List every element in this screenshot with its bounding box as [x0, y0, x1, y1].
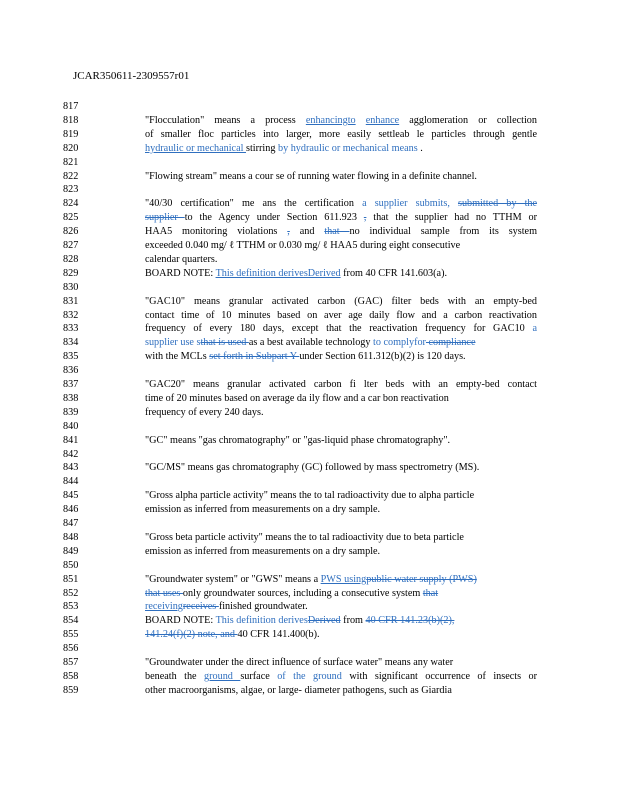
line-text	[145, 407, 537, 419]
deleted-text: that	[324, 226, 350, 238]
line-number: 855	[63, 629, 79, 641]
inserted-text: a supplier submits,	[362, 198, 450, 210]
deleted-text: Derived	[307, 615, 341, 627]
inserted-text: of the ground	[277, 670, 342, 682]
line-text	[145, 657, 537, 669]
text-run: "GAC20" means granular activated carbon fi lter beds with an empty-bed contact	[145, 379, 537, 390]
line-text	[145, 546, 537, 558]
line-text	[145, 268, 537, 280]
line-text	[145, 671, 537, 683]
inserted-text: a	[532, 323, 537, 335]
deleted-text: ,	[287, 226, 290, 238]
deleted-text: public water supply (PWS)	[366, 573, 477, 585]
line-number: 831	[63, 295, 79, 307]
inserted-text: by hydraulic or mechanical means	[277, 142, 418, 154]
line-text	[145, 588, 537, 600]
text-run: emission as inferred from measurements on a dry sample.	[145, 504, 381, 516]
line-number: 829	[63, 267, 79, 279]
line-text	[145, 490, 537, 502]
line-number: 859	[63, 684, 79, 696]
deleted-text: that	[422, 587, 439, 599]
line-number: 839	[63, 406, 79, 418]
text-run: of smaller floc particles into larger, more easily settleab le particles through gentle	[145, 128, 537, 140]
inserted-text: supplier use s	[145, 337, 201, 349]
line-text	[145, 310, 537, 322]
text-run: with the MCLs	[145, 351, 210, 363]
line-text	[145, 504, 537, 516]
line-text	[145, 629, 537, 641]
line-number: 828	[63, 253, 79, 265]
line-number: 832	[63, 309, 79, 321]
text-run: "Groundwater under the direct influence of surface water" means any water	[145, 657, 454, 668]
text-run: and	[289, 226, 325, 238]
deleted-text: that is used	[200, 337, 249, 349]
deleted-text: supplier	[145, 212, 185, 224]
line-number: 836	[63, 365, 79, 377]
text-run: only groundwater sources, including a consecutive system	[182, 587, 423, 599]
inserted-text: enhancingto	[305, 114, 356, 126]
line-text	[145, 143, 537, 155]
line-text	[145, 212, 537, 224]
line-number: 830	[63, 281, 79, 293]
inserted-text: to complyfor	[373, 337, 426, 349]
line-number: 825	[63, 212, 79, 224]
line-text	[145, 129, 537, 141]
text-run: "GC/MS" means gas chromatography (GC) followed by mass spectrometry (MS).	[145, 462, 480, 474]
line-text	[145, 240, 537, 252]
line-number: 821	[63, 156, 79, 168]
text-run: "Flowing stream" means a cour se of running water flowing in a definite channel.	[145, 170, 477, 182]
inserted-text: receiving	[145, 601, 183, 613]
text-run: 40 CFR 141.400(b).	[237, 629, 320, 641]
text-run: from	[340, 615, 366, 627]
deleted-text: 141.24(f)(2) note, and	[145, 629, 238, 641]
text-run: "Flocculation" means a process	[145, 114, 306, 126]
line-number: 827	[63, 240, 79, 251]
line-number: 845	[63, 490, 79, 502]
line-number: 850	[63, 559, 79, 571]
line-number: 819	[63, 128, 79, 140]
deleted-text: receives	[182, 601, 219, 613]
text-run: BOARD NOTE:	[145, 615, 216, 627]
text-run: frequency of every 180 days, except that the reactivation frequency for GAC10	[145, 323, 533, 335]
text-run: other macroorganisms, algae, or large- diameter pathogens, such as Giardia	[145, 684, 452, 696]
deleted-text: that uses	[145, 587, 183, 599]
text-run: emission as inferred from measurements on a dry sample.	[145, 545, 381, 557]
line-text	[145, 435, 537, 447]
deleted-text: ,	[363, 212, 367, 224]
text-run: contact time of 10 minutes based on aver age daily flow and a carbon reactivation	[145, 309, 537, 321]
text-run: that the supplier had no TTHM or	[366, 212, 537, 224]
document-id-header: JCAR350611-2309557r01	[73, 70, 190, 82]
line-text	[145, 601, 537, 613]
text-run: from 40 CFR 141.603(a).	[340, 267, 448, 279]
line-number: 818	[63, 114, 79, 126]
line-number: 841	[63, 434, 79, 446]
deleted-text: set forth in Subpart Y	[209, 351, 300, 363]
line-text	[145, 226, 537, 238]
text-run: HAA5 monitoring violations	[145, 226, 288, 238]
line-number: 834	[63, 337, 79, 349]
inserted-text: hydraulic or mechanical	[145, 142, 246, 154]
line-number: 849	[63, 545, 79, 557]
line-number: 848	[63, 531, 79, 543]
line-number: 840	[63, 420, 79, 432]
line-text	[145, 379, 537, 391]
line-text	[145, 615, 537, 627]
text-run: finished groundwater.	[218, 601, 308, 613]
line-number: 820	[63, 142, 79, 154]
inserted-text: PWS using	[320, 573, 367, 585]
text-run: surface	[240, 670, 278, 682]
inserted-text: This definition derivesDerived	[215, 267, 341, 279]
line-text	[145, 254, 537, 266]
line-number: 824	[63, 198, 79, 210]
line-number: 858	[63, 670, 79, 682]
text-run: "Gross alpha particle activity" means the to tal radioactivity due to alpha particle	[145, 490, 475, 502]
text-run: exceeded 0.040 mg/ ℓ TTHM or 0.030 mg/ ℓ HAA5 during eight consecutive	[145, 240, 461, 251]
text-run: .	[417, 142, 423, 154]
text-run: "Groundwater system" or "GWS" means a	[145, 573, 321, 585]
line-text	[145, 337, 537, 349]
inserted-text: This definition derives	[215, 615, 308, 627]
line-text	[145, 393, 537, 405]
line-number: 823	[63, 184, 79, 196]
line-number: 846	[63, 504, 79, 516]
text-run: frequency of every 240 days.	[145, 406, 264, 418]
line-number: 837	[63, 379, 79, 390]
line-number: 847	[63, 518, 79, 529]
text-run: time of 20 minutes based on average da ily flow and a car bon reactivation	[145, 392, 449, 404]
text-run: stirring	[245, 142, 278, 154]
text-run: as a best available technology	[248, 337, 374, 349]
line-text	[145, 532, 537, 544]
text-run: "Gross beta particle activity" means the to tal radioactivity due to beta particle	[145, 531, 464, 543]
line-number: 817	[63, 101, 79, 112]
line-number: 835	[63, 351, 79, 363]
line-number: 857	[63, 657, 79, 668]
line-number: 843	[63, 462, 79, 474]
line-number: 826	[63, 226, 79, 238]
line-number: 833	[63, 323, 79, 335]
line-number: 822	[63, 170, 79, 182]
line-number: 838	[63, 392, 79, 404]
text-run	[450, 198, 458, 209]
inserted-text: ground	[204, 670, 241, 682]
line-text	[145, 685, 537, 697]
line-number: 844	[63, 476, 79, 488]
line-number: 851	[63, 573, 79, 585]
deleted-text: 40 CFR 141.23(b)(2),	[365, 615, 455, 627]
line-text	[145, 296, 537, 308]
text-run: no individual sample from its system	[349, 226, 537, 238]
line-text	[145, 198, 537, 210]
text-run	[356, 115, 366, 126]
text-run: agglomeration or collection	[399, 114, 537, 126]
text-run: under Section 611.312(b)(2) is 120 days.	[299, 351, 466, 363]
text-run: BOARD NOTE:	[145, 267, 216, 279]
line-text	[145, 323, 537, 335]
deleted-text: compliance	[425, 337, 476, 349]
text-run: calendar quarters.	[145, 253, 218, 265]
line-text	[145, 115, 537, 127]
line-number: 842	[63, 448, 79, 460]
line-number: 856	[63, 643, 79, 655]
text-run: "40/30 certification" me ans the certification	[145, 198, 363, 210]
text-run: to the Agency under Section 611.923	[184, 212, 364, 224]
text-run: with significant occurrence of insects or	[341, 670, 538, 682]
line-text	[145, 351, 537, 363]
line-text	[145, 462, 537, 474]
inserted-text: enhance	[365, 114, 400, 126]
text-run: beneath the	[145, 670, 205, 682]
deleted-text: submitted by the	[457, 198, 538, 210]
text-run: "GC" means "gas chromatography" or "gas-liquid phase chromatography".	[145, 434, 451, 446]
text-run: "GAC10" means granular activated carbon (GAC) filter beds with an empty-bed	[145, 295, 537, 307]
line-number: 854	[63, 615, 79, 627]
line-text	[145, 171, 537, 183]
line-number: 852	[63, 587, 79, 599]
line-number: 853	[63, 601, 79, 613]
line-text	[145, 574, 537, 586]
